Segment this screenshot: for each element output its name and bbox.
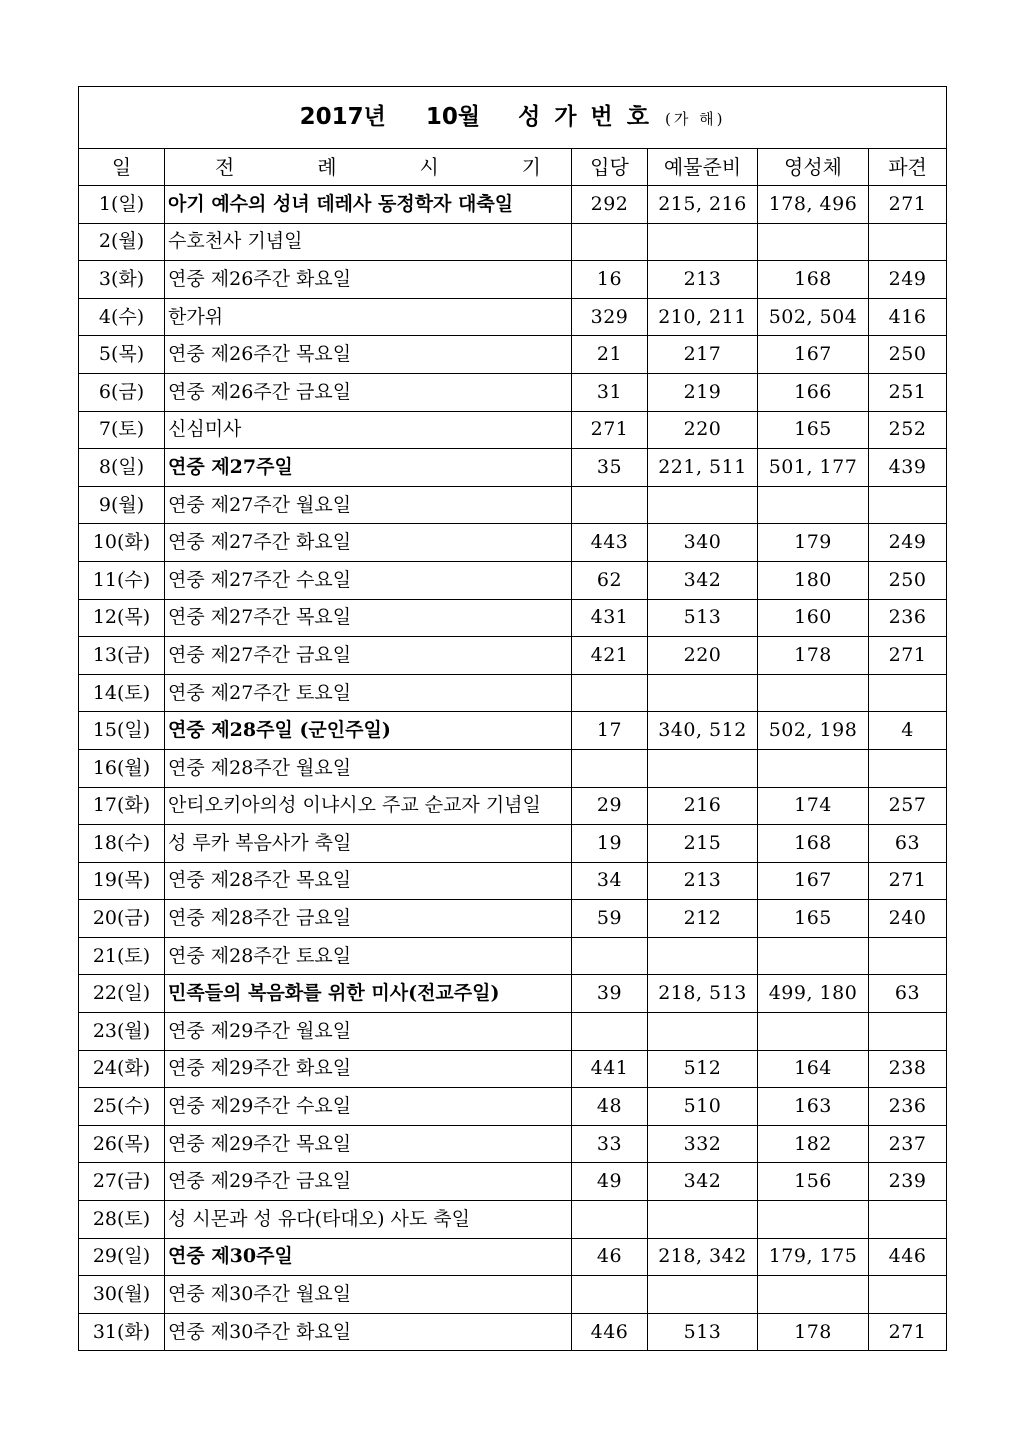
title-month: 10월: [425, 104, 481, 130]
table-row: [79, 975, 947, 1013]
day-cell: 6(금): [79, 373, 165, 411]
offertory-hymn-cell: 215, 216: [648, 186, 758, 224]
table-row: [79, 449, 947, 487]
dismissal-hymn-cell: 236: [869, 599, 947, 637]
entrance-hymn-cell: 59: [572, 900, 648, 938]
liturgy-name-cell: 연중 제29주간 월요일: [165, 1013, 572, 1051]
liturgy-name-cell: 연중 제28주간 토요일: [165, 937, 572, 975]
liturgy-name-cell: 성 시몬과 성 유다(타대오) 사도 축일: [165, 1201, 572, 1239]
day-cell: 15(일): [79, 712, 165, 750]
communion-hymn-cell: 164: [758, 1050, 869, 1088]
entrance-hymn-cell: 31: [572, 373, 648, 411]
offertory-hymn-cell: 212: [648, 900, 758, 938]
day-cell: 24(화): [79, 1050, 165, 1088]
entrance-hymn-cell: [572, 1201, 648, 1239]
communion-hymn-cell: 501, 177: [758, 449, 869, 487]
offertory-hymn-cell: [648, 749, 758, 787]
offertory-hymn-cell: 216: [648, 787, 758, 825]
offertory-hymn-cell: 513: [648, 1313, 758, 1351]
entrance-hymn-cell: 34: [572, 862, 648, 900]
dismissal-hymn-cell: [869, 1276, 947, 1314]
entrance-hymn-cell: [572, 1013, 648, 1051]
table-row: [79, 1276, 947, 1314]
table-row: [79, 486, 947, 524]
day-cell: 29(일): [79, 1238, 165, 1276]
entrance-hymn-cell: [572, 749, 648, 787]
dismissal-hymn-cell: [869, 749, 947, 787]
title-subtitle: (가 해): [664, 110, 726, 128]
communion-hymn-cell: 166: [758, 373, 869, 411]
entrance-hymn-cell: [572, 486, 648, 524]
table-row: [79, 1163, 947, 1201]
title-label: 성가번호: [518, 104, 663, 130]
entrance-hymn-cell: 446: [572, 1313, 648, 1351]
liturgy-name-cell: 연중 제29주간 금요일: [165, 1163, 572, 1201]
liturgy-name-cell: 아기 예수의 성녀 데레사 동정학자 대축일: [165, 186, 572, 224]
table-row: [79, 223, 947, 261]
dismissal-hymn-cell: 271: [869, 637, 947, 675]
dismissal-hymn-cell: 249: [869, 524, 947, 562]
offertory-hymn-cell: [648, 1276, 758, 1314]
dismissal-hymn-cell: 251: [869, 373, 947, 411]
offertory-hymn-cell: 340, 512: [648, 712, 758, 750]
entrance-hymn-cell: 16: [572, 261, 648, 299]
dismissal-hymn-cell: [869, 937, 947, 975]
communion-hymn-cell: 502, 504: [758, 298, 869, 336]
day-cell: 4(수): [79, 298, 165, 336]
entrance-hymn-cell: 33: [572, 1125, 648, 1163]
offertory-hymn-cell: 220: [648, 637, 758, 675]
table-row: [79, 336, 947, 374]
offertory-hymn-cell: 512: [648, 1050, 758, 1088]
dismissal-hymn-cell: 439: [869, 449, 947, 487]
table-row: [79, 411, 947, 449]
day-cell: 18(수): [79, 825, 165, 863]
communion-hymn-cell: 178: [758, 1313, 869, 1351]
entrance-hymn-cell: 441: [572, 1050, 648, 1088]
liturgy-name-cell: 연중 제28주간 금요일: [165, 900, 572, 938]
offertory-hymn-cell: 510: [648, 1088, 758, 1126]
dismissal-hymn-cell: 249: [869, 261, 947, 299]
table-row: [79, 373, 947, 411]
dismissal-hymn-cell: 416: [869, 298, 947, 336]
day-cell: 7(토): [79, 411, 165, 449]
dismissal-hymn-cell: 240: [869, 900, 947, 938]
offertory-hymn-cell: [648, 486, 758, 524]
offertory-hymn-cell: 332: [648, 1125, 758, 1163]
day-cell: 17(화): [79, 787, 165, 825]
offertory-hymn-cell: 215: [648, 825, 758, 863]
day-cell: 25(수): [79, 1088, 165, 1126]
offertory-hymn-cell: 217: [648, 336, 758, 374]
dismissal-hymn-cell: 63: [869, 825, 947, 863]
offertory-hymn-cell: 218, 513: [648, 975, 758, 1013]
dismissal-hymn-cell: 257: [869, 787, 947, 825]
entrance-hymn-cell: 17: [572, 712, 648, 750]
liturgy-name-cell: 연중 제28주간 월요일: [165, 749, 572, 787]
liturgy-name-cell: 연중 제29주간 화요일: [165, 1050, 572, 1088]
liturgy-name-cell: 연중 제28주간 목요일: [165, 862, 572, 900]
dismissal-hymn-cell: 63: [869, 975, 947, 1013]
entrance-hymn-cell: 292: [572, 186, 648, 224]
column-header-communion: 영성체: [758, 149, 869, 186]
table-row: [79, 1238, 947, 1276]
entrance-hymn-cell: 329: [572, 298, 648, 336]
entrance-hymn-cell: 49: [572, 1163, 648, 1201]
communion-hymn-cell: 167: [758, 336, 869, 374]
communion-hymn-cell: 165: [758, 900, 869, 938]
offertory-hymn-cell: 342: [648, 561, 758, 599]
day-cell: 23(월): [79, 1013, 165, 1051]
table-row: [79, 1201, 947, 1239]
offertory-hymn-cell: 213: [648, 862, 758, 900]
liturgy-name-cell: 연중 제30주간 화요일: [165, 1313, 572, 1351]
offertory-hymn-cell: [648, 674, 758, 712]
dismissal-hymn-cell: 250: [869, 561, 947, 599]
day-cell: 2(월): [79, 223, 165, 261]
entrance-hymn-cell: 19: [572, 825, 648, 863]
liturgy-name-cell: 연중 제27주간 토요일: [165, 674, 572, 712]
table-row: [79, 1313, 947, 1351]
liturgy-name-cell: 연중 제26주간 금요일: [165, 373, 572, 411]
communion-hymn-cell: [758, 749, 869, 787]
entrance-hymn-cell: [572, 223, 648, 261]
dismissal-hymn-cell: 238: [869, 1050, 947, 1088]
communion-hymn-cell: 179, 175: [758, 1238, 869, 1276]
communion-hymn-cell: 168: [758, 825, 869, 863]
offertory-hymn-cell: 342: [648, 1163, 758, 1201]
table-row: [79, 900, 947, 938]
day-cell: 12(목): [79, 599, 165, 637]
liturgy-name-cell: 민족들의 복음화를 위한 미사(전교주일): [165, 975, 572, 1013]
table-row: [79, 561, 947, 599]
dismissal-hymn-cell: 250: [869, 336, 947, 374]
table-row: [79, 599, 947, 637]
day-cell: 5(목): [79, 336, 165, 374]
dismissal-hymn-cell: 271: [869, 1313, 947, 1351]
entrance-hymn-cell: 421: [572, 637, 648, 675]
offertory-hymn-cell: [648, 1201, 758, 1239]
communion-hymn-cell: [758, 486, 869, 524]
offertory-hymn-cell: 221, 511: [648, 449, 758, 487]
table-row: [79, 1088, 947, 1126]
dismissal-hymn-cell: 4: [869, 712, 947, 750]
communion-hymn-cell: 160: [758, 599, 869, 637]
column-header-rite: [165, 149, 572, 186]
communion-hymn-cell: 165: [758, 411, 869, 449]
day-cell: 11(수): [79, 561, 165, 599]
liturgy-name-cell: 연중 제30주간 월요일: [165, 1276, 572, 1314]
liturgy-name-cell: 연중 제29주간 수요일: [165, 1088, 572, 1126]
offertory-hymn-cell: 220: [648, 411, 758, 449]
hymn-number-table: [78, 86, 947, 1351]
communion-hymn-cell: 168: [758, 261, 869, 299]
entrance-hymn-cell: 29: [572, 787, 648, 825]
title-year: 2017년: [299, 104, 386, 130]
offertory-hymn-cell: 219: [648, 373, 758, 411]
dismissal-hymn-cell: 237: [869, 1125, 947, 1163]
communion-hymn-cell: 182: [758, 1125, 869, 1163]
day-cell: 1(일): [79, 186, 165, 224]
communion-hymn-cell: [758, 1013, 869, 1051]
table-row: [79, 1125, 947, 1163]
offertory-hymn-cell: 213: [648, 261, 758, 299]
column-header-entrance: 입당: [572, 149, 648, 186]
liturgy-name-cell: 연중 제27주간 수요일: [165, 561, 572, 599]
day-cell: 14(토): [79, 674, 165, 712]
entrance-hymn-cell: 271: [572, 411, 648, 449]
dismissal-hymn-cell: 446: [869, 1238, 947, 1276]
table-row: [79, 787, 947, 825]
table-row: [79, 1013, 947, 1051]
day-cell: 31(화): [79, 1313, 165, 1351]
liturgy-name-cell: 연중 제28주일 (군인주일): [165, 712, 572, 750]
communion-hymn-cell: [758, 674, 869, 712]
column-header-rite-char: 례: [317, 155, 337, 179]
dismissal-hymn-cell: 271: [869, 186, 947, 224]
table-row: [79, 674, 947, 712]
day-cell: 19(목): [79, 862, 165, 900]
communion-hymn-cell: 174: [758, 787, 869, 825]
communion-hymn-cell: 179: [758, 524, 869, 562]
communion-hymn-cell: [758, 1201, 869, 1239]
dismissal-hymn-cell: 252: [869, 411, 947, 449]
liturgy-name-cell: 안티오키아의성 이냐시오 주교 순교자 기념일: [165, 787, 572, 825]
dismissal-hymn-cell: 236: [869, 1088, 947, 1126]
table-row: [79, 825, 947, 863]
title-row: [79, 87, 947, 149]
table-row: [79, 862, 947, 900]
entrance-hymn-cell: 35: [572, 449, 648, 487]
day-cell: 16(월): [79, 749, 165, 787]
day-cell: 10(화): [79, 524, 165, 562]
offertory-hymn-cell: 218, 342: [648, 1238, 758, 1276]
table-row: [79, 524, 947, 562]
communion-hymn-cell: 178, 496: [758, 186, 869, 224]
entrance-hymn-cell: 62: [572, 561, 648, 599]
day-cell: 30(월): [79, 1276, 165, 1314]
column-header-rite-char: 전: [215, 155, 235, 179]
day-cell: 3(화): [79, 261, 165, 299]
entrance-hymn-cell: 431: [572, 599, 648, 637]
communion-hymn-cell: 167: [758, 862, 869, 900]
communion-hymn-cell: 178: [758, 637, 869, 675]
entrance-hymn-cell: 443: [572, 524, 648, 562]
entrance-hymn-cell: 46: [572, 1238, 648, 1276]
liturgy-name-cell: 한가위: [165, 298, 572, 336]
liturgy-name-cell: 성 루카 복음사가 축일: [165, 825, 572, 863]
page-title: [79, 87, 947, 149]
day-cell: 26(목): [79, 1125, 165, 1163]
column-header-day: 일: [79, 149, 165, 186]
liturgy-name-cell: 수호천사 기념일: [165, 223, 572, 261]
day-cell: 21(토): [79, 937, 165, 975]
offertory-hymn-cell: [648, 1013, 758, 1051]
day-cell: 22(일): [79, 975, 165, 1013]
day-cell: 8(일): [79, 449, 165, 487]
offertory-hymn-cell: 210, 211: [648, 298, 758, 336]
table-row: [79, 261, 947, 299]
dismissal-hymn-cell: [869, 1201, 947, 1239]
column-header-offertory: 예물준비: [648, 149, 758, 186]
day-cell: 9(월): [79, 486, 165, 524]
communion-hymn-cell: 163: [758, 1088, 869, 1126]
dismissal-hymn-cell: [869, 1013, 947, 1051]
offertory-hymn-cell: 513: [648, 599, 758, 637]
table-row: [79, 712, 947, 750]
liturgy-name-cell: 연중 제26주간 화요일: [165, 261, 572, 299]
communion-hymn-cell: 180: [758, 561, 869, 599]
offertory-hymn-cell: 340: [648, 524, 758, 562]
entrance-hymn-cell: 21: [572, 336, 648, 374]
dismissal-hymn-cell: [869, 674, 947, 712]
column-header-rite-char: 기: [521, 155, 541, 179]
column-header-dismissal: 파견: [869, 149, 947, 186]
entrance-hymn-cell: 48: [572, 1088, 648, 1126]
table-row: [79, 937, 947, 975]
communion-hymn-cell: [758, 937, 869, 975]
dismissal-hymn-cell: [869, 223, 947, 261]
table-row: [79, 186, 947, 224]
liturgy-name-cell: 연중 제27주간 화요일: [165, 524, 572, 562]
communion-hymn-cell: 499, 180: [758, 975, 869, 1013]
entrance-hymn-cell: [572, 1276, 648, 1314]
entrance-hymn-cell: [572, 937, 648, 975]
day-cell: 13(금): [79, 637, 165, 675]
header-row: [79, 149, 947, 186]
communion-hymn-cell: [758, 223, 869, 261]
communion-hymn-cell: 502, 198: [758, 712, 869, 750]
table-row: [79, 637, 947, 675]
day-cell: 20(금): [79, 900, 165, 938]
entrance-hymn-cell: [572, 674, 648, 712]
dismissal-hymn-cell: [869, 486, 947, 524]
table-row: [79, 1050, 947, 1088]
dismissal-hymn-cell: 239: [869, 1163, 947, 1201]
communion-hymn-cell: 156: [758, 1163, 869, 1201]
table-row: [79, 749, 947, 787]
offertory-hymn-cell: [648, 223, 758, 261]
liturgy-name-cell: 연중 제27주간 목요일: [165, 599, 572, 637]
liturgy-name-cell: 연중 제27주간 월요일: [165, 486, 572, 524]
liturgy-name-cell: 연중 제27주간 금요일: [165, 637, 572, 675]
column-header-rite-char: 시: [419, 155, 439, 179]
liturgy-name-cell: 연중 제29주간 목요일: [165, 1125, 572, 1163]
dismissal-hymn-cell: 271: [869, 862, 947, 900]
table-body: [79, 186, 947, 1351]
day-cell: 27(금): [79, 1163, 165, 1201]
offertory-hymn-cell: [648, 937, 758, 975]
day-cell: 28(토): [79, 1201, 165, 1239]
liturgy-name-cell: 신심미사: [165, 411, 572, 449]
liturgy-name-cell: 연중 제27주일: [165, 449, 572, 487]
communion-hymn-cell: [758, 1276, 869, 1314]
liturgy-name-cell: 연중 제26주간 목요일: [165, 336, 572, 374]
table-row: [79, 298, 947, 336]
liturgy-name-cell: 연중 제30주일: [165, 1238, 572, 1276]
entrance-hymn-cell: 39: [572, 975, 648, 1013]
